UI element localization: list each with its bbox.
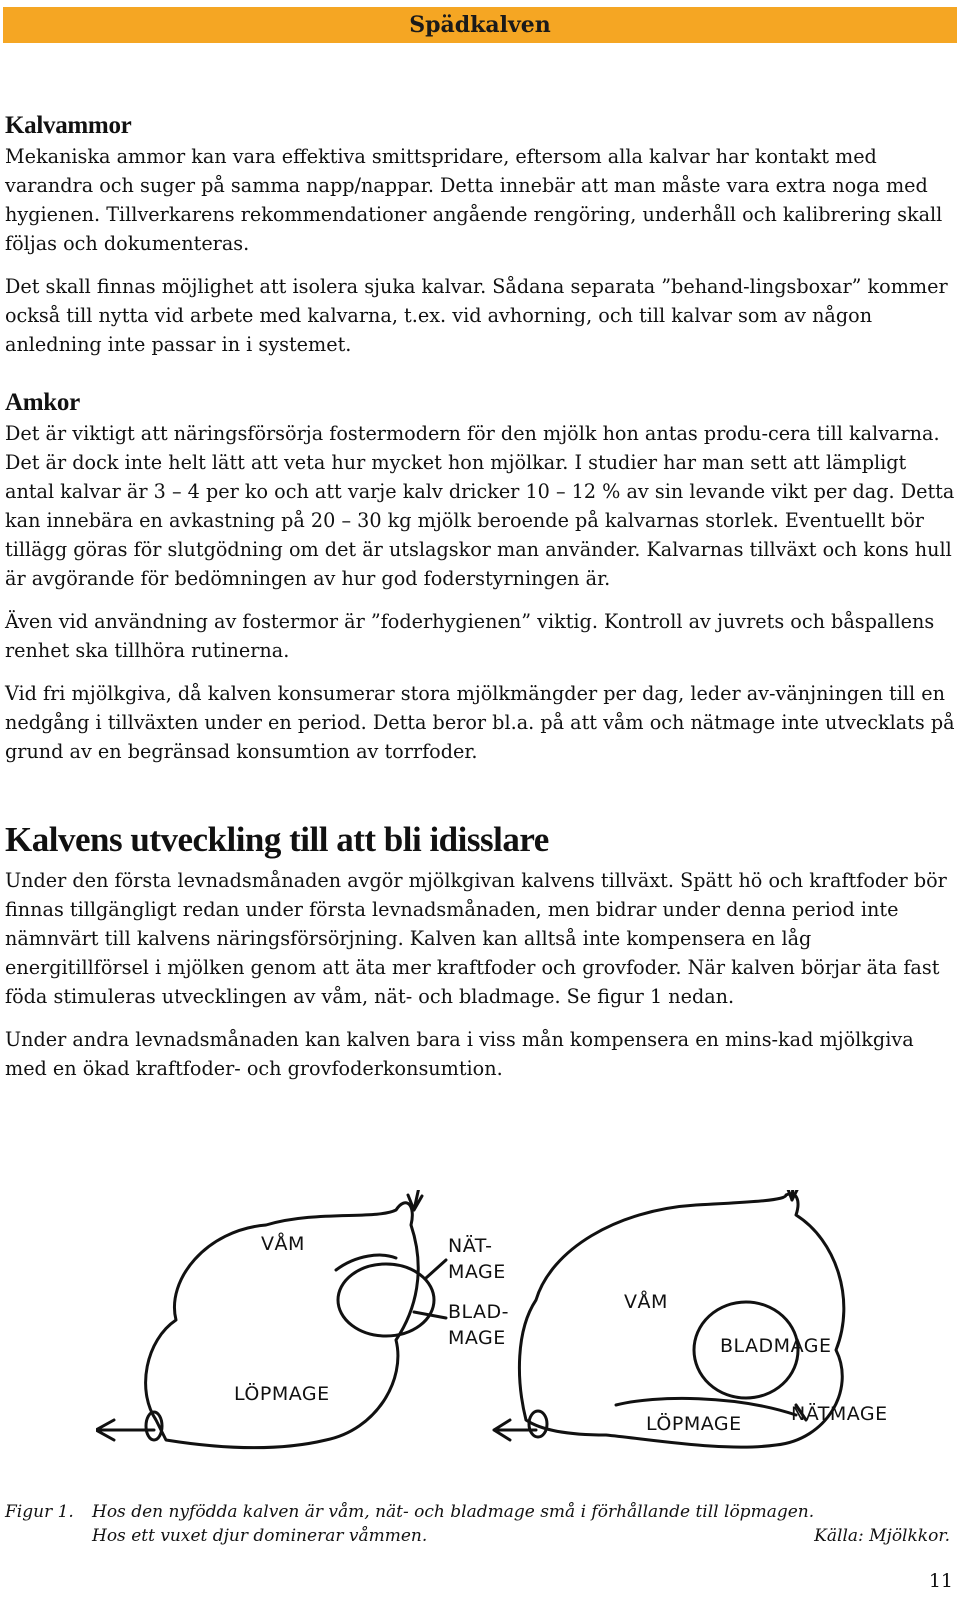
label-right-blad: BLADMAGE bbox=[720, 1335, 832, 1357]
label-left-blad-2: MAGE bbox=[448, 1327, 506, 1349]
stomach-illustration bbox=[96, 1190, 916, 1470]
page-number: 11 bbox=[928, 1570, 953, 1592]
banner-title: Spädkalven bbox=[409, 12, 551, 38]
main-content bbox=[5, 112, 955, 1083]
left-blad-outline bbox=[338, 1264, 434, 1336]
heading-amkor: Amkor bbox=[5, 389, 80, 416]
label-right-vam: VÅM bbox=[624, 1291, 668, 1313]
paragraph: Även vid användning av fostermor är ”foderhygienen” viktig. Kontroll av juvrets och båspallens renhet ska tillhöra rutinerna. bbox=[5, 610, 935, 662]
heading-utveckling: Kalvens utveckling till att bli idisslare bbox=[5, 820, 549, 859]
heading-kalvammor: Kalvammor bbox=[5, 112, 132, 139]
label-left-nat-1: NÄT- bbox=[448, 1235, 493, 1257]
paragraph: Under den första levnadsmånaden avgör mjölkgivan kalvens tillväxt. Spätt hö och kraftfoder bör finnas tillgängligt redan under första levnadsmånaden, men bidrar under denna period inte nämnvärt till kalvens näringsförsörjning. Kalven kan alltså inte kompensera en låg energitillförsel i mjölken genom att äta mer kraftfoder och grovfoder. När kalven börjar äta fast föda stimuleras utvecklingen av våm, nät- och bladmage. Se figur 1 nedan. bbox=[5, 869, 947, 1008]
caption-source: Källa: Mjölkkor. bbox=[814, 1526, 950, 1546]
label-left-blad-1: BLAD- bbox=[448, 1301, 510, 1323]
paragraph: Mekaniska ammor kan vara effektiva smittspridare, eftersom alla kalvar har kontakt med varandra och suger på samma napp/nappar. Detta innebär att man måste vara extra noga med hygienen. Tillverkarens rekommendationer angående rengöring, underhåll och kalibrering skall följas och dokumenteras. bbox=[5, 145, 943, 255]
label-left-nat-2: MAGE bbox=[448, 1261, 506, 1283]
label-right-lop: LÖPMAGE bbox=[646, 1413, 742, 1435]
paragraph: Under andra levnadsmånaden kan kalven bara i viss mån kompensera en mins-kad mjölkgiva med en ökad kraftfoder- och grovfoderkonsumtion. bbox=[5, 1028, 914, 1080]
label-left-vam: VÅM bbox=[261, 1233, 305, 1255]
section-banner bbox=[3, 7, 957, 43]
caption-line-2: Hos ett vuxet djur dominerar våmmen. bbox=[92, 1526, 428, 1546]
paragraph: Det skall finnas möjlighet att isolera sjuka kalvar. Sådana separata ”behand-lingsboxar” kommer också till nytta vid arbete med kalvarna, t.ex. vid avhorning, och till kalvar som av någon anledning inte passar in i systemet. bbox=[5, 275, 948, 356]
caption-label: Figur 1. bbox=[5, 1502, 74, 1522]
label-left-lop: LÖPMAGE bbox=[234, 1383, 330, 1405]
paragraph: Vid fri mjölkgiva, då kalven konsumerar stora mjölkmängder per dag, leder av-vänjningen till en nedgång i tillväxten under en period. Detta beror bl.a. på att våm och nätmage inte utvecklats på grund av en begränsad konsumtion av torrfoder. bbox=[5, 682, 955, 763]
label-right-nat: NÄTMAGE bbox=[791, 1403, 888, 1425]
paragraph: Det är viktigt att näringsförsörja fostermodern för den mjölk hon antas produ-cera till kalvarna. Det är dock inte helt lätt att veta hur mycket hon mjölkar. I studier har man sett att lämpligt antal kalvar är 3 – 4 per ko och att varje kalv dricker 10 – 12 % av sin levande vikt per dag. Detta kan innebära en avkastning på 20 – 30 kg mjölk beroende på kalvarnas storlek. Eventuellt bör tillägg göras för slutgödning om det är utslagskor man använder. Kalvarnas tillväxt och kons hull är avgörande för bedömningen av hur god foderstyrningen är. bbox=[5, 422, 955, 590]
caption-line-1: Hos den nyfödda kalven är våm, nät- och bladmage små i förhållande till löpmagen. bbox=[92, 1502, 815, 1522]
figure-caption bbox=[5, 1500, 950, 1548]
